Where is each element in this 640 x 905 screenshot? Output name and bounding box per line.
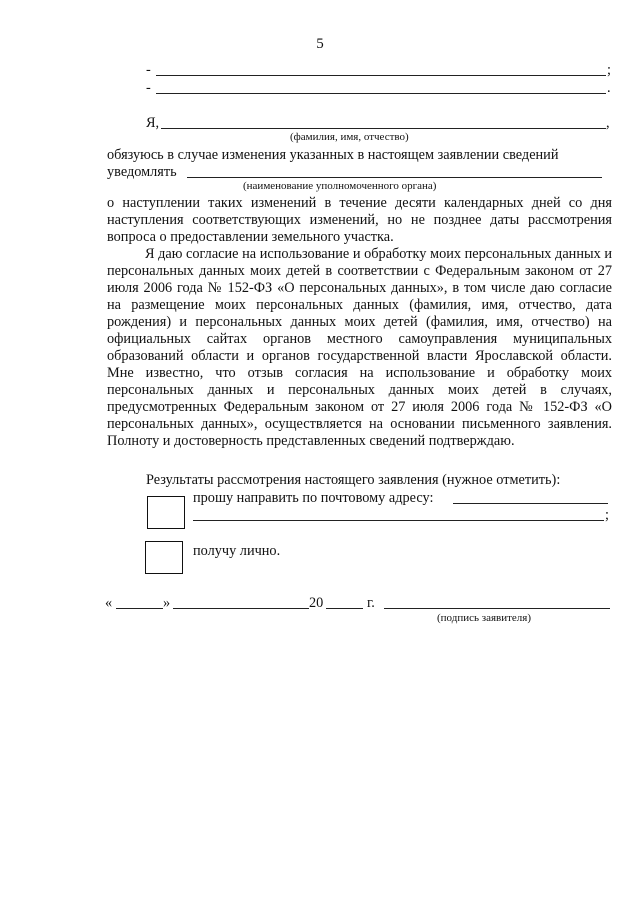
date-year-field[interactable] <box>326 608 363 609</box>
obligation-continuation: о наступлении таких изменений в течение десяти календарных дней со дня наступления соответствующих изменений, но не позднее даты рассмотрения вопроса о предоставлении земельного участка. <box>107 195 612 245</box>
mail-option-checkbox[interactable] <box>147 496 185 529</box>
page-number: 5 <box>316 36 324 52</box>
signature-field[interactable] <box>384 608 610 609</box>
consent-paragraph: Я даю согласие на использование и обработку моих персональных данных и персональных данных моих детей в соответствии с Федеральным законом от 27 июля 2006 года № 152-ФЗ «О персональных данных», в том числе даю согласие на размещение моих персональных данных (фамилия, имя, отчество, дата рождения) и персональных данных моих детей (фамилия, имя, отчество) на официальных сайтах органов местного самоуправления муниципальных образований области и органов государственной власти Ярославской области. Мне известно, что отзыв согласия на использование и обработку моих персональных данных и персональных данных моих детей в случаях, предусмотренных Федеральным законом от 27 июля 2006 года № 152-ФЗ «О персональных данных», осуществляется на основании письменного заявления. Полноту и достоверность представленных сведений подтверждаю. <box>107 246 612 449</box>
signature-caption: (подпись заявителя) <box>437 612 532 624</box>
date-year-prefix: 20 <box>309 595 324 611</box>
authority-name-field[interactable] <box>187 177 602 178</box>
date-year-suffix: г. <box>367 595 375 611</box>
blank-line-2[interactable] <box>156 93 606 94</box>
authority-caption: (наименование уполномоченного органа) <box>243 180 437 192</box>
mail-address-field-2[interactable] <box>193 520 604 521</box>
results-heading: Результаты рассмотрения настоящего заявления (нужное отметить): <box>146 472 561 488</box>
date-quote-close: » <box>163 595 171 611</box>
blank-line-2-end: . <box>607 80 611 96</box>
blank-line-1[interactable] <box>156 75 606 76</box>
personal-option-checkbox[interactable] <box>145 541 183 574</box>
blank-line-1-prefix: - <box>146 62 151 78</box>
mail-address-field-1[interactable] <box>453 503 608 504</box>
date-quote-open: « <box>105 595 113 611</box>
blank-line-2-prefix: - <box>146 80 151 96</box>
obligation-line-2: уведомлять <box>107 164 177 180</box>
date-month-field[interactable] <box>173 608 309 609</box>
full-name-caption: (фамилия, имя, отчество) <box>290 131 409 143</box>
blank-line-1-end: ; <box>607 62 611 78</box>
mail-address-end: ; <box>605 507 609 523</box>
declarant-prefix: Я, <box>146 115 160 131</box>
date-day-field[interactable] <box>116 608 163 609</box>
personal-option-label: получу лично. <box>193 543 281 559</box>
mail-option-label: прошу направить по почтовому адресу: <box>193 490 434 506</box>
obligation-line-1: обязуюсь в случае изменения указанных в настоящем заявлении сведений <box>107 147 559 163</box>
declarant-end: , <box>606 115 610 131</box>
full-name-field[interactable] <box>161 128 606 129</box>
